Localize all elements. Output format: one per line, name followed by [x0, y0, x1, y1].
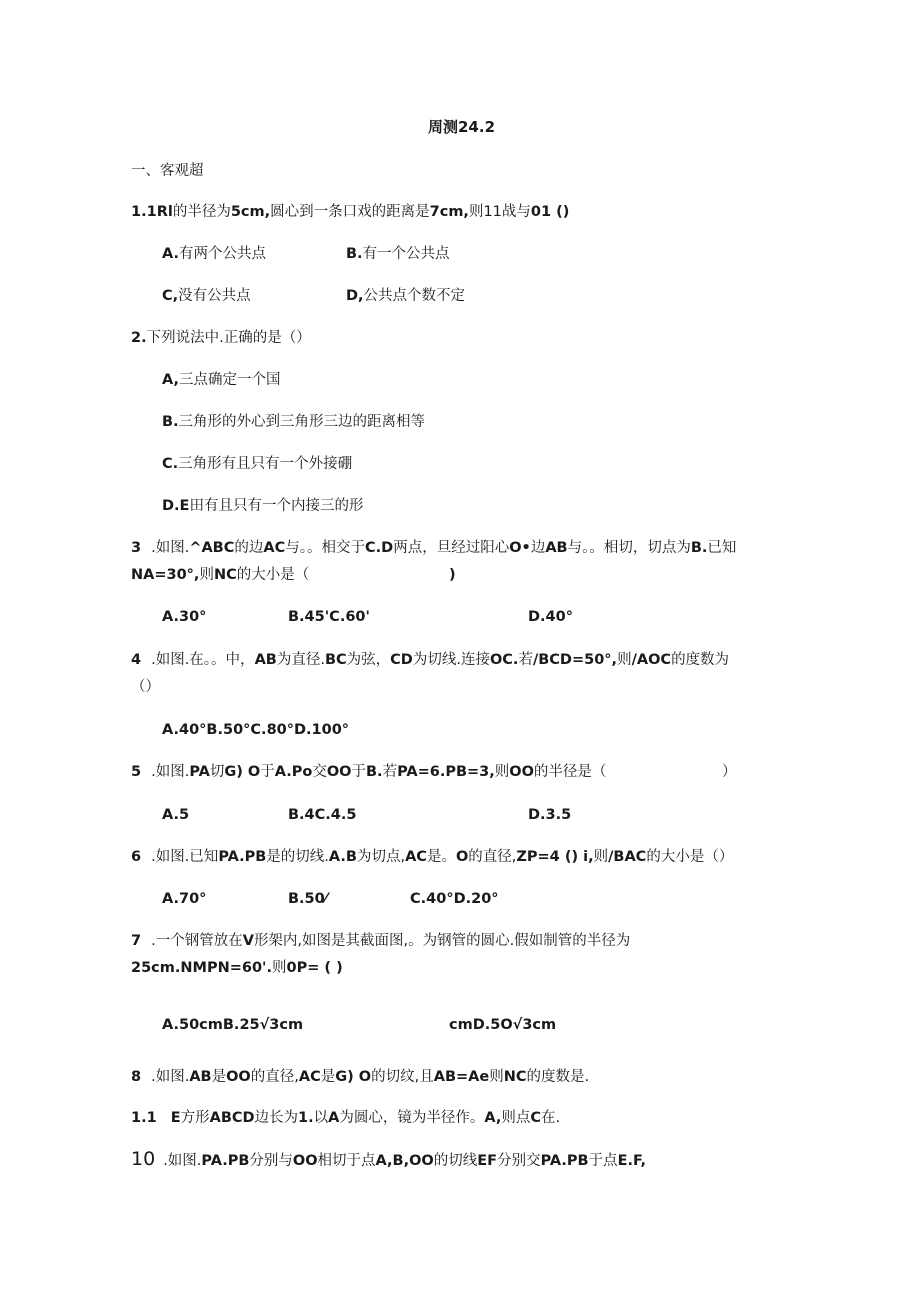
q8-term: AB=Ae — [433, 1069, 490, 1085]
q7-text: 则 — [272, 960, 287, 976]
q5-term: PA — [189, 764, 210, 780]
q1-option-a — [162, 244, 266, 264]
q8-text: 则 — [489, 1069, 504, 1085]
q3-text: 与。。相交于 — [285, 540, 366, 556]
q5-term: OO — [509, 764, 534, 780]
q8-term: OO — [226, 1069, 251, 1085]
q1-text-3: 则11战与 — [468, 204, 531, 220]
q9-term: ABCD — [209, 1110, 255, 1126]
q10-term: OO — [292, 1153, 318, 1169]
q10-text: 于点 — [588, 1153, 618, 1169]
q3-term: AB — [545, 540, 568, 556]
q3-text: 两点，旦经过阳心 — [393, 540, 510, 556]
q2-option-c — [162, 454, 352, 474]
q5-option-bc: B.4C.4.5 — [288, 807, 357, 823]
option-text: 没有公共点 — [178, 288, 251, 304]
q3-option-d: D.40° — [528, 609, 573, 625]
q5-option-d: D.3.5 — [528, 807, 572, 823]
option-label: A, — [162, 372, 179, 388]
q9-term: E — [170, 1110, 181, 1126]
question-7-stem-line-1 — [131, 931, 630, 951]
q5-term: OO — [326, 764, 352, 780]
q3-close-paren: ) — [449, 567, 456, 583]
q5-term: PA=6.PB=3, — [397, 764, 495, 780]
q10-text: 相切于点 — [317, 1153, 376, 1169]
page-title: 周测24.2 — [428, 118, 496, 136]
q4-text: .如图.在。。中， — [151, 652, 255, 668]
q10-text: 分别交 — [497, 1153, 541, 1169]
q10-text: .如图. — [163, 1153, 202, 1169]
q5-text: 的半径是（ — [533, 764, 607, 780]
q2-text: 下列说法中.正确的是（） — [146, 330, 311, 346]
q8-term: NC — [503, 1069, 527, 1085]
q5-text: .如图. — [151, 764, 190, 780]
q1-text-1: 的半径为 — [172, 204, 231, 220]
q1-term-1: Rl — [156, 204, 173, 220]
q8-term: AB — [189, 1069, 212, 1085]
q5-term: G) O — [224, 764, 261, 780]
q1-number: 1.1 — [131, 204, 157, 220]
q9-text: 为圆心，镜为半径作。 — [339, 1110, 485, 1126]
q1-option-c — [162, 286, 251, 306]
q4-options: A.40°B.50°C.80°D.100° — [162, 722, 350, 738]
q1-text-2: 圆心到一条口戏的距离是 — [270, 204, 430, 220]
q10-text: 分别与 — [249, 1153, 293, 1169]
q1-term-3: 7cm, — [429, 204, 469, 220]
q6-term: /BAC — [608, 849, 647, 865]
option-text: 公共点个数不定 — [363, 288, 466, 304]
q8-text: 的切纹,且 — [371, 1069, 434, 1085]
q3-text: 的边 — [234, 540, 264, 556]
q8-text: 是 — [211, 1069, 227, 1085]
q6-term: A.B — [328, 849, 357, 865]
q6-text: 是。 — [426, 849, 456, 865]
q5-text: 若 — [382, 764, 398, 780]
q3-option-a: A.30° — [162, 609, 207, 625]
q4-term: OC. — [489, 652, 519, 668]
q6-text: 的直径, — [468, 849, 517, 865]
q6-term: AC — [405, 849, 427, 865]
q6-term: ZP=4 () i, — [516, 849, 594, 865]
q4-term: BC — [324, 652, 347, 668]
question-9-stem — [131, 1108, 560, 1128]
q2-option-d — [162, 496, 363, 516]
q7-number: 7 — [131, 933, 142, 949]
q8-term: AC — [298, 1069, 321, 1085]
q3-option-bc: B.45'C.60' — [288, 609, 370, 625]
q6-text: 是的切线. — [266, 849, 329, 865]
option-text: 三角形有且只有一个外接硼 — [178, 456, 353, 472]
option-label: B. — [162, 414, 179, 430]
q7-option-ab: A.50cmB.25√3cm — [162, 1017, 304, 1033]
q6-text: 为切点, — [356, 849, 406, 865]
option-text: 三角形的外心到三角形三边的距离相等 — [178, 414, 426, 430]
q10-term: EF — [477, 1153, 498, 1169]
q4-text: 为直径. — [276, 652, 325, 668]
option-text: 田有且只有一个内接三的形 — [189, 498, 364, 514]
q3-term: C.D — [365, 540, 394, 556]
q7-term: V — [242, 933, 254, 949]
q8-text: 的直径, — [250, 1069, 299, 1085]
option-label: D.E — [162, 498, 190, 514]
q3-text: 已知 — [707, 540, 737, 556]
q8-text: 是 — [320, 1069, 336, 1085]
q5-term: A.Po — [274, 764, 313, 780]
q9-term: A — [328, 1110, 340, 1126]
q6-option-cd: C.40°D.20° — [410, 891, 499, 907]
question-4-stem-line-1 — [131, 650, 729, 670]
q8-term: G) O — [335, 1069, 372, 1085]
q5-option-a: A.5 — [162, 807, 190, 823]
q1-option-d — [346, 286, 465, 306]
q1-option-b — [346, 244, 450, 264]
q9-term: A, — [484, 1110, 502, 1126]
option-label: C, — [162, 288, 179, 304]
q6-text: 的大小是（） — [646, 849, 734, 865]
q10-text: 的切线 — [433, 1153, 478, 1169]
q5-text: 于 — [260, 764, 275, 780]
q2-number: 2. — [131, 330, 147, 346]
q10-term: A,B,OO — [375, 1153, 434, 1169]
q4-term: CD — [390, 652, 413, 668]
q4-text: 为切线.连接 — [412, 652, 490, 668]
q6-text: 则 — [593, 849, 609, 865]
q7-term: 0P= ( ) — [286, 960, 343, 976]
q3-term: ^ABC — [189, 540, 235, 556]
q10-term: PA.PB — [201, 1153, 250, 1169]
question-6-stem — [131, 847, 733, 867]
q9-text: 方形 — [180, 1110, 210, 1126]
option-label: D, — [346, 288, 364, 304]
q6-term: O — [455, 849, 469, 865]
question-2-stem — [131, 328, 311, 348]
q2-option-a — [162, 370, 281, 390]
q4-text: 的度数为 — [671, 652, 730, 668]
question-7-stem-line-2 — [131, 958, 343, 978]
q4-number: 4 — [131, 652, 142, 668]
q9-text: 在. — [541, 1110, 561, 1126]
q8-text: .如图. — [151, 1069, 190, 1085]
q9-number: 1.1 — [131, 1110, 157, 1126]
q9-text: 则点 — [501, 1110, 531, 1126]
q5-text: 切 — [209, 764, 225, 780]
q10-term: PA.PB — [540, 1153, 589, 1169]
q4-term: AB — [254, 652, 277, 668]
q6-option-a: A.70° — [162, 891, 207, 907]
question-4-stem-line-2: （） — [131, 679, 160, 695]
question-3-stem-line-2 — [131, 565, 309, 585]
option-label: C. — [162, 456, 179, 472]
q10-number: 10 — [131, 1148, 156, 1170]
q9-text: 边长为 — [254, 1110, 299, 1126]
q3-term: B. — [690, 540, 708, 556]
option-text: 三点确定一个国 — [179, 372, 281, 388]
question-1-stem — [131, 202, 569, 222]
q3-term: NA=30°, — [131, 567, 200, 583]
question-8-stem — [131, 1067, 589, 1087]
q7-term: 25cm.NMPN=60'. — [131, 960, 272, 976]
q2-option-b — [162, 412, 425, 432]
q3-number: 3 — [131, 540, 142, 556]
question-5-stem — [131, 762, 606, 782]
q9-text: 以 — [313, 1110, 329, 1126]
q3-term: O• — [509, 540, 531, 556]
q5-number: 5 — [131, 764, 142, 780]
q4-text: 为弦， — [346, 652, 391, 668]
q10-term: E.F, — [617, 1153, 647, 1169]
q1-term-2: 5cm, — [230, 204, 271, 220]
q8-number: 8 — [131, 1069, 142, 1085]
q5-term: B. — [366, 764, 383, 780]
q5-text: 交 — [312, 764, 327, 780]
option-label: A. — [162, 246, 179, 262]
q3-term: NC — [213, 567, 237, 583]
section-heading: 一、客观超 — [131, 163, 204, 179]
q4-term: /AOC — [631, 652, 672, 668]
option-text: 有一个公共点 — [362, 246, 450, 262]
option-label: B. — [346, 246, 363, 262]
q4-text: 若 — [518, 652, 533, 668]
q7-text: 形架内,如图是其截面图,。为钢管的圆心.假如制管的半径为 — [253, 933, 631, 949]
q9-term: C — [530, 1110, 542, 1126]
q1-term-4: 01 () — [530, 204, 570, 220]
q3-term: AC — [263, 540, 286, 556]
q4-text: 则 — [617, 652, 632, 668]
q6-number: 6 — [131, 849, 142, 865]
q9-term: 1. — [298, 1110, 314, 1126]
q5-close-paren: ） — [722, 764, 737, 780]
option-text: 有两个公共点 — [179, 246, 266, 262]
q7-text: .一个钢管放在 — [151, 933, 243, 949]
q3-text: .如图. — [151, 540, 190, 556]
q6-term: PA.PB — [218, 849, 267, 865]
q5-text: 则 — [494, 764, 510, 780]
q3-text: 与。。相切，切点为 — [567, 540, 691, 556]
q4-term: /BCD=50°, — [532, 652, 618, 668]
q3-text: 的大小是（ — [236, 567, 310, 583]
question-3-stem-line-1 — [131, 538, 736, 558]
q3-text: 边 — [530, 540, 546, 556]
q7-option-cd: cmD.5O√3cm — [449, 1017, 557, 1033]
q3-text: 则 — [199, 567, 214, 583]
q6-option-b: B.50⁄ — [288, 891, 328, 907]
q5-text: 于 — [351, 764, 366, 780]
question-10-stem — [131, 1149, 646, 1171]
q8-text: 的度数是. — [526, 1069, 590, 1085]
q6-text: .如图.已知 — [151, 849, 219, 865]
